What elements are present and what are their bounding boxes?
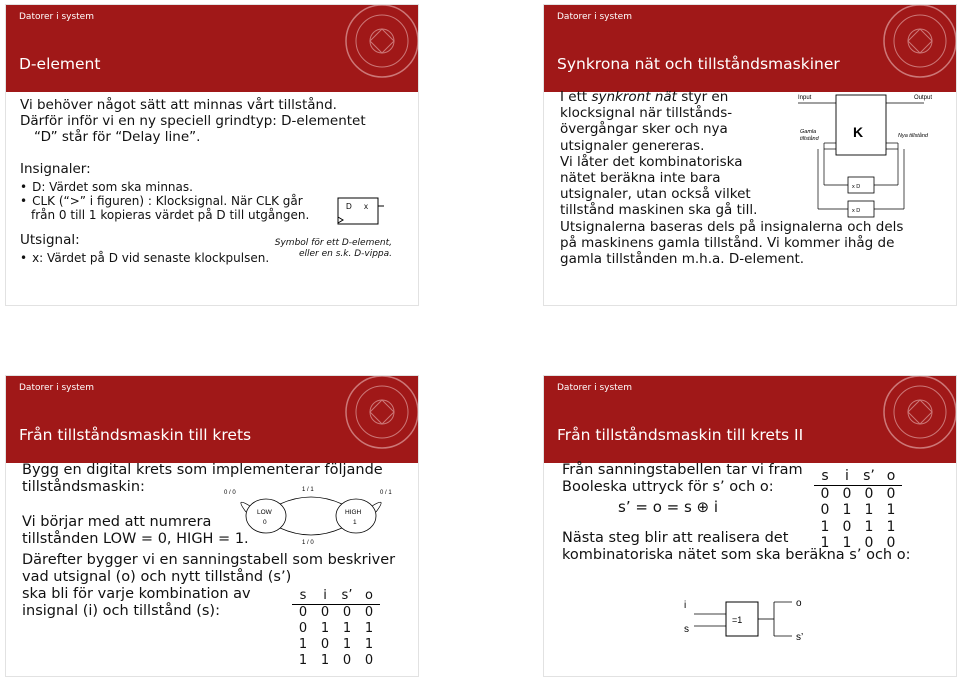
text-line: nätet beräkna inte bara bbox=[560, 170, 721, 187]
text-line: tillstånden LOW = 0, HIGH = 1. bbox=[22, 531, 249, 547]
text-line: Insignaler: bbox=[20, 161, 91, 177]
table-cell: 1 bbox=[886, 518, 896, 535]
table-cell: 0 bbox=[342, 605, 352, 620]
text-line: “D” står för “Delay line”. bbox=[34, 129, 201, 145]
table-cell: 0 bbox=[864, 485, 874, 502]
slide-header bbox=[544, 5, 956, 92]
slide-title: Från tillståndsmaskin till krets bbox=[19, 426, 252, 444]
slide-title: Från tillståndsmaskin till krets II bbox=[557, 426, 804, 444]
state-high-number: 1 bbox=[353, 519, 357, 526]
text-line: klocksignal när tillstånds- bbox=[560, 105, 733, 122]
bullet-item: • CLK (“>” i figuren) : Klocksignal. När CLK går bbox=[20, 194, 408, 208]
university-seal-logo bbox=[880, 376, 956, 452]
state-high-label: HIGH bbox=[345, 509, 362, 516]
combinational-block-label: K bbox=[853, 124, 864, 140]
table-row bbox=[292, 637, 380, 653]
emphasis-text: synkront nät bbox=[591, 89, 677, 105]
table-cell: 0 bbox=[320, 605, 330, 620]
text-line: kombinatoriska nätet som ska beräkna s’ och o: bbox=[562, 547, 911, 563]
text-line: övergångar sker och nya bbox=[560, 121, 728, 138]
university-seal-logo bbox=[880, 5, 956, 81]
text-line: Vi behöver något sätt att minnas vårt tillstånd. bbox=[20, 97, 337, 113]
text-line: vad utsignal (o) och nytt tillstånd (s’) bbox=[22, 569, 292, 585]
table-header-row bbox=[814, 468, 902, 485]
state-low bbox=[246, 499, 286, 533]
table-cell: 1 bbox=[298, 653, 308, 668]
table-row bbox=[814, 485, 902, 502]
bullet-item: • x: Värdet på D vid senaste klockpulsen. bbox=[20, 251, 408, 265]
symbol-caption bbox=[246, 238, 392, 260]
slide-header bbox=[544, 376, 956, 463]
table-cell: 1 bbox=[864, 502, 874, 518]
table-cell: 1 bbox=[342, 621, 352, 636]
slide-title: D-element bbox=[19, 55, 101, 73]
table-row bbox=[292, 605, 380, 622]
text-span: I ett bbox=[560, 89, 588, 105]
bullet-item: • D: Värdet som ska minnas. bbox=[20, 180, 408, 194]
text-line: Från sanningstabellen tar vi fram bbox=[562, 462, 803, 478]
table-cell: 1 bbox=[864, 518, 874, 535]
table-cell: 0 bbox=[864, 535, 874, 551]
self-loop-high-label: 0 / 1 bbox=[380, 490, 392, 496]
table-cell: 1 bbox=[342, 637, 352, 652]
text-line: ska bli för varje kombination av bbox=[22, 586, 251, 602]
table-cell: 1 bbox=[298, 637, 308, 652]
table-cell: 0 bbox=[842, 518, 852, 535]
text-line: utsignaler, utan också vilket bbox=[560, 186, 751, 203]
text-line: Därför inför vi en ny speciell grindtyp: D-elementet bbox=[20, 113, 366, 129]
output-o-label: o bbox=[796, 598, 802, 609]
org-label: Datorer i system bbox=[557, 383, 632, 393]
table-header: o bbox=[358, 588, 380, 605]
caption-line: Symbol för ett D-element, bbox=[274, 238, 392, 248]
table-cell: 0 bbox=[298, 605, 308, 620]
university-seal-logo bbox=[342, 376, 418, 452]
table-header: o bbox=[880, 468, 902, 485]
text-line: tillståndsmaskin: bbox=[22, 479, 145, 495]
text-line: insignal (i) och tillstånd (s): bbox=[22, 603, 220, 619]
state-machine-diagram bbox=[794, 91, 954, 231]
table-cell: 0 bbox=[342, 653, 352, 668]
table-cell: 1 bbox=[842, 535, 852, 551]
d-flipflop-symbol bbox=[334, 195, 386, 229]
output-label: Output bbox=[914, 95, 933, 101]
table-row bbox=[814, 519, 902, 536]
truth-table bbox=[814, 468, 902, 552]
table-header: i bbox=[836, 468, 858, 485]
slide-tillstandsmaskin-till-krets-ii bbox=[544, 376, 956, 676]
state-low-number: 0 bbox=[263, 519, 267, 526]
fsm-diagram bbox=[220, 482, 416, 548]
old-state-label: tillstånd bbox=[800, 136, 819, 142]
text-line: Bygg en digital krets som implementerar följande bbox=[22, 462, 383, 478]
text-line: utsignaler genereras. bbox=[560, 137, 705, 154]
x-output-label: x bbox=[364, 202, 368, 211]
flipflop-label: x D bbox=[852, 184, 861, 190]
xor-gate-label: =1 bbox=[732, 615, 743, 625]
input-s-label: s bbox=[684, 624, 689, 635]
input-i-label: i bbox=[684, 600, 687, 611]
table-cell: 0 bbox=[886, 485, 896, 502]
transition-bottom-label: 1 / 0 bbox=[302, 540, 314, 546]
table-row bbox=[292, 653, 380, 669]
table-header: s bbox=[814, 468, 836, 485]
table-cell: 0 bbox=[320, 637, 330, 652]
slide-title: Synkrona nät och tillståndsmaskiner bbox=[557, 55, 840, 73]
text-line: Utsignal: bbox=[20, 232, 80, 248]
caption-line: eller en s.k. D-vippa. bbox=[298, 249, 392, 259]
table-row bbox=[814, 502, 902, 519]
text-line: Nästa steg blir att realisera det bbox=[562, 530, 789, 546]
transition-top-label: 1 / 1 bbox=[302, 487, 314, 493]
text-line: från 0 till 1 kopieras värdet på D till utgången. bbox=[31, 208, 310, 222]
table-cell: 1 bbox=[364, 621, 374, 636]
table-cell: 1 bbox=[364, 637, 374, 652]
slide-synkrona-nat bbox=[544, 5, 956, 305]
table-cell: 0 bbox=[842, 485, 852, 502]
table-cell: 0 bbox=[364, 653, 374, 668]
table-row bbox=[292, 621, 380, 637]
text-line: Booleska uttryck för s’ och o: bbox=[562, 479, 774, 495]
table-cell: 1 bbox=[820, 518, 830, 535]
table-header-row bbox=[292, 588, 380, 605]
truth-table bbox=[292, 588, 380, 669]
text-line: Därefter bygger vi en sanningstabell som beskriver bbox=[22, 552, 396, 568]
table-cell: 0 bbox=[364, 605, 374, 620]
table-cell: 1 bbox=[820, 535, 830, 551]
xor-gate-diagram bbox=[676, 592, 816, 652]
text-line: Vi börjar med att numrera bbox=[22, 514, 212, 530]
self-loop-low-label: 0 / 0 bbox=[224, 490, 236, 496]
text-line: tillstånd maskinen ska gå till. bbox=[560, 202, 758, 219]
org-label: Datorer i system bbox=[19, 12, 94, 22]
slide-header bbox=[6, 376, 418, 463]
table-cell: 1 bbox=[842, 502, 852, 518]
table-cell: 0 bbox=[820, 502, 830, 518]
text-line: Utsignalerna baseras dels på insignalerna och dels bbox=[560, 218, 904, 235]
table-cell: 1 bbox=[886, 502, 896, 518]
d-input-label: D bbox=[346, 202, 352, 211]
text-span: styr en bbox=[681, 89, 729, 105]
slide-d-element bbox=[6, 5, 418, 305]
table-header: s’ bbox=[336, 588, 358, 605]
table-row bbox=[814, 535, 902, 552]
table-header: i bbox=[314, 588, 336, 605]
text-line: Vi låter det kombinatoriska bbox=[560, 153, 743, 170]
flipflop-label: x D bbox=[852, 208, 861, 214]
org-label: Datorer i system bbox=[557, 12, 632, 22]
state-high bbox=[336, 499, 376, 533]
slide-header bbox=[6, 5, 418, 92]
table-cell: 0 bbox=[820, 485, 830, 502]
boolean-formula: s’ = o = s ⊕ i bbox=[618, 498, 719, 516]
table-header: s’ bbox=[858, 468, 880, 485]
state-low-label: LOW bbox=[257, 509, 272, 516]
slide-tillstandsmaskin-till-krets bbox=[6, 376, 418, 676]
table-cell: 0 bbox=[886, 535, 896, 551]
table-cell: 1 bbox=[320, 621, 330, 636]
old-state-label: Gamla bbox=[800, 129, 817, 135]
new-state-label: Nya tillstånd bbox=[898, 133, 928, 139]
org-label: Datorer i system bbox=[19, 383, 94, 393]
university-seal-logo bbox=[342, 5, 418, 81]
table-header: s bbox=[292, 588, 314, 605]
table-cell: 0 bbox=[298, 621, 308, 636]
table-cell: 1 bbox=[320, 653, 330, 668]
text-line: på maskinens gamla tillstånd. Vi kommer ihåg de bbox=[560, 234, 895, 251]
input-label: Input bbox=[798, 95, 812, 101]
text-line: gamla tillstånden m.h.a. D-element. bbox=[560, 251, 805, 268]
output-s-label: s’ bbox=[796, 632, 804, 643]
